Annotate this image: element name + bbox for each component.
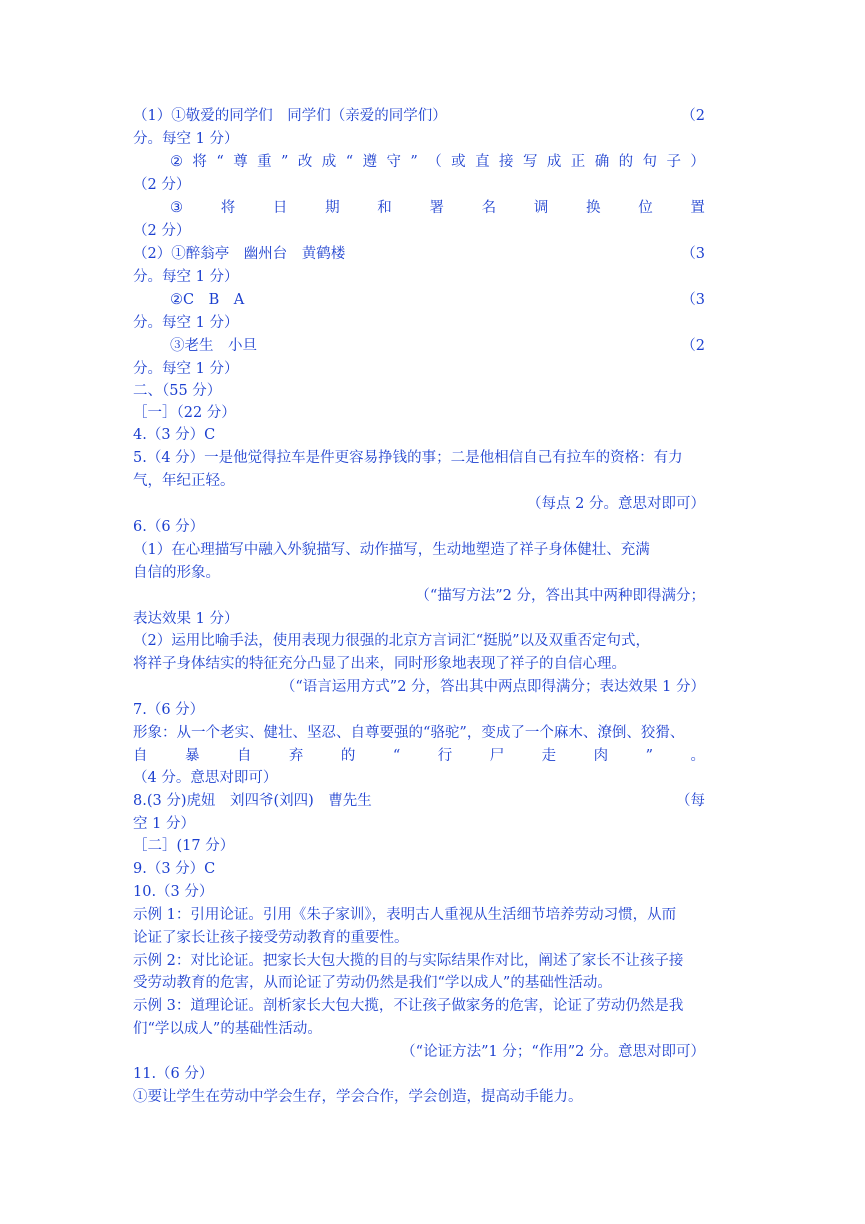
answer-line: （2）①醉翁亭 幽州台 黄鹤楼 （3 <box>133 246 705 262</box>
answer-line: 论证了家长让孩子接受劳动教育的重要性。 <box>133 930 409 946</box>
answer-line: 11.（6 分） <box>133 1066 214 1082</box>
spread-char: 行 <box>437 748 453 764</box>
answer-line: （1）在心理描写中融入外貌描写、动作描写，生动地塑造了祥子身体健壮、充满 <box>133 542 650 558</box>
answer-line: 示例 3：道理论证。剖析家长大包大揽，不让孩子做家务的危害，论证了劳动仍然是我 <box>133 998 684 1014</box>
spread-char: 肉 <box>593 748 609 764</box>
spread-char: 走 <box>541 748 557 764</box>
spread-char: 位 <box>638 200 653 216</box>
spread-char: 重 <box>257 154 272 170</box>
spread-char: ” <box>281 154 289 170</box>
spread-char: 句 <box>642 154 658 170</box>
scoring-note: （4 分。意思对即可） <box>133 770 278 786</box>
scoring-note: （“语言运用方式”2 分，答出其中两点即得满分；表达效果 1 分） <box>280 679 705 695</box>
spread-char: 日 <box>272 200 288 216</box>
answer-line: 形象：从一个老实、健壮、坚忍、自尊要强的“骆驼”，变成了一个麻木、潦倒、狡猾、 <box>133 725 685 741</box>
spread-char: ” <box>410 154 418 170</box>
spread-char: ③ <box>170 200 183 216</box>
answer-line: 将祥子身体结实的特征充分凸显了出来，同时形象地表现了祥子的自信心理。 <box>133 656 626 672</box>
spread-char: 尸 <box>489 748 505 764</box>
spread-char: 换 <box>586 200 601 216</box>
scoring-note: （每点 2 分。意思对即可） <box>527 496 705 512</box>
answer-line: 分。每空 1 分） <box>133 361 239 377</box>
answer-line: 空 1 分） <box>133 816 195 832</box>
answer-line: （2 分） <box>133 177 191 193</box>
spread-char: 成 <box>546 154 562 170</box>
scoring-note: （“描写方法”2 分，答出其中两种即得满分； <box>415 588 705 604</box>
spread-char: 直 <box>475 154 490 170</box>
spread-char: 的 <box>618 154 634 170</box>
answer-line: 10.（3 分） <box>133 884 214 900</box>
spread-char: ” <box>645 748 654 764</box>
spread-char: “ <box>392 748 401 764</box>
spread-char: 遵 <box>362 154 378 170</box>
spread-char: 调 <box>533 200 549 216</box>
answer-line: 8.(3 分)虎妞 刘四爷(刘四) 曹先生 （每 <box>133 793 705 809</box>
answer-line: （1）①敬爱的同学们 同学们（亲爱的同学们） （2 <box>133 108 705 124</box>
answer-line: 4.（3 分）C <box>133 427 216 443</box>
spread-char: 尊 <box>233 154 248 170</box>
spread-char: 置 <box>690 200 705 216</box>
spread-char: （ <box>427 154 442 170</box>
spread-char: 。 <box>690 748 705 764</box>
spread-char: 写 <box>522 154 538 170</box>
answer-line: 分。每空 1 分） <box>133 131 239 147</box>
spread-char: 署 <box>429 200 444 216</box>
spread-char: ② <box>170 154 183 170</box>
answer-line: 示例 2：对比论证。把家长大包大揽的目的与实际结果作对比，阐述了家长不让孩子接 <box>133 953 684 969</box>
spread-char: 期 <box>325 200 340 216</box>
answer-line: 示例 1：引用论证。引用《朱子家训》，表明古人重视从生活细节培养劳动习惯，从而 <box>133 907 677 923</box>
spread-char: 守 <box>386 154 401 170</box>
answer-line: 们“学以成人”的基础性活动。 <box>133 1021 322 1037</box>
spread-char: 名 <box>481 200 497 216</box>
answer-line-spread <box>170 198 705 218</box>
spread-char: 子 <box>666 154 681 170</box>
answer-line: ②C B A （3 <box>170 292 705 308</box>
answer-line: （2 分） <box>133 223 191 239</box>
spread-char: 正 <box>570 154 586 170</box>
subsection-heading: ［一］（22 分） <box>133 405 236 421</box>
spread-char: 成 <box>321 154 337 170</box>
answer-line: 气，年纪正轻。 <box>133 473 235 489</box>
answer-line: ③老生 小旦 （2 <box>170 338 705 354</box>
spread-char: 改 <box>297 154 313 170</box>
spread-char: 将 <box>192 154 207 170</box>
scoring-note: 表达效果 1 分） <box>133 611 239 627</box>
spread-char: 确 <box>594 154 610 170</box>
subsection-heading: ［二］(17 分） <box>133 838 235 854</box>
spread-char: 和 <box>377 200 392 216</box>
section-heading: 二、（55 分） <box>133 383 222 399</box>
spread-char: “ <box>216 154 224 170</box>
spread-char: 接 <box>499 154 514 170</box>
scoring-note: （“论证方法”1 分；“作用”2 分。意思对即可） <box>401 1044 705 1060</box>
answer-line: 分。每空 1 分） <box>133 315 239 331</box>
answer-line: （2）运用比喻手法，使用表现力很强的北京方言词汇“挺脱”以及双重否定句式， <box>133 633 651 649</box>
spread-char: 自 <box>133 748 148 764</box>
answer-line: 分。每空 1 分） <box>133 269 239 285</box>
answer-line-spread <box>133 746 705 766</box>
spread-char: 将 <box>220 200 236 216</box>
spread-char: 或 <box>451 154 466 170</box>
spread-char: ） <box>690 154 705 170</box>
answer-line: 7.（6 分） <box>133 702 205 718</box>
spread-char: 自 <box>236 748 252 764</box>
answer-line: 9.（3 分）C <box>133 861 216 877</box>
spread-char: 的 <box>340 748 356 764</box>
answer-line: 自信的形象。 <box>133 565 220 581</box>
answer-line: 受劳动教育的危害，从而论证了劳动仍然是我们“学以成人”的基础性活动。 <box>133 975 612 991</box>
answer-line: ①要让学生在劳动中学会生存，学会合作，学会创造，提高动手能力。 <box>133 1089 583 1105</box>
answer-line: 6.（6 分） <box>133 519 205 535</box>
spread-char: 弃 <box>288 748 304 764</box>
answer-line: 5.（4 分）一是他觉得拉车是件更容易挣钱的事；二是他相信自己有拉车的资格：有力 <box>133 450 683 466</box>
spread-char: 暴 <box>184 748 200 764</box>
answer-line-spread <box>170 152 705 172</box>
spread-char: “ <box>345 154 354 170</box>
